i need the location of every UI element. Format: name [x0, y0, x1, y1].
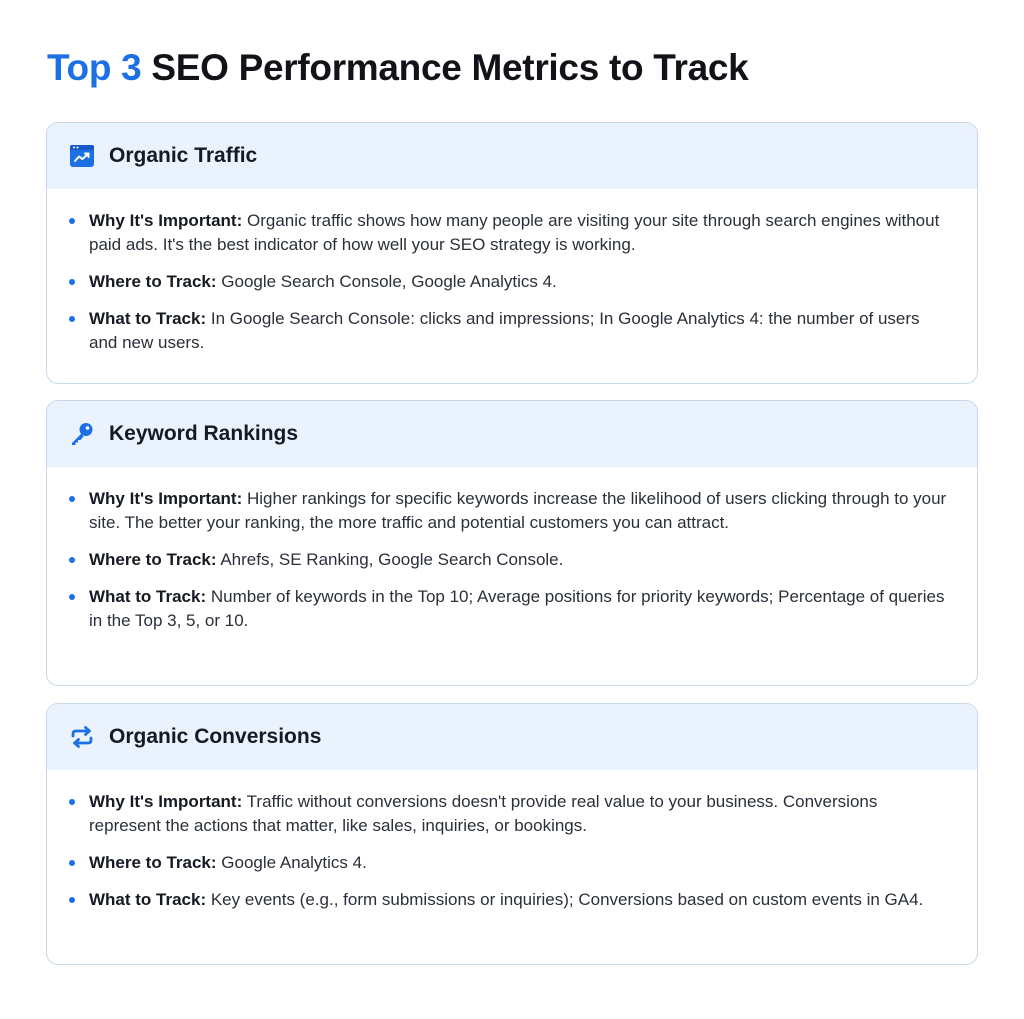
card-organic-traffic [46, 122, 978, 384]
card-body [47, 467, 977, 649]
card-title: Organic Conversions [109, 725, 322, 748]
list-item [69, 307, 947, 355]
bullet [69, 860, 75, 866]
card-header [47, 401, 977, 467]
item-text: Google Analytics 4. [216, 853, 367, 872]
item-label: What to Track: [89, 309, 207, 328]
item-label: Why It's Important: [89, 792, 243, 811]
item-label: What to Track: [89, 587, 207, 606]
list-item [69, 790, 947, 838]
item-label: Where to Track: [89, 853, 217, 872]
bullet [69, 594, 75, 600]
item-label: What to Track: [89, 890, 207, 909]
key-icon [69, 421, 95, 447]
card-body [47, 189, 977, 371]
list-item [69, 851, 947, 875]
item-text: Ahrefs, SE Ranking, Google Search Console. [216, 550, 564, 569]
item-text: Traffic without conversions doesn't provide real value to your business. Conversions represent the actions that matter, like sales, inquiries, or bookings. [89, 792, 878, 835]
list-item [69, 209, 947, 257]
item-label: Where to Track: [89, 272, 217, 291]
bullet [69, 557, 75, 563]
item-label: Why It's Important: [89, 489, 243, 508]
card-organic-conversions [46, 703, 978, 965]
item-text: Higher rankings for specific keywords increase the likelihood of users clicking through to your site. The better your ranking, the more traffic and potential customers you can attract. [89, 489, 947, 532]
list-item [69, 585, 947, 633]
item-text: Key events (e.g., form submissions or inquiries); Conversions based on custom events in GA4. [206, 890, 924, 909]
item-label: Where to Track: [89, 550, 217, 569]
card-keyword-rankings [46, 400, 978, 686]
bullet [69, 316, 75, 322]
list-item [69, 270, 947, 294]
item-text: In Google Search Console: clicks and impressions; In Google Analytics 4: the number of users and new users. [89, 309, 920, 352]
bullet [69, 218, 75, 224]
card-title: Keyword Rankings [109, 422, 299, 445]
item-text: Organic traffic shows how many people are visiting your site through search engines without paid ads. It's the best indicator of how well your SEO strategy is working. [89, 211, 940, 254]
bullet [69, 799, 75, 805]
card-body [47, 770, 977, 928]
trend-chart-icon [69, 143, 95, 169]
page-title [47, 44, 748, 92]
exchange-arrows-icon [69, 724, 95, 750]
bullet [69, 279, 75, 285]
bullet [69, 496, 75, 502]
title-accent: Top 3 [47, 47, 142, 88]
card-header [47, 704, 977, 770]
item-label: Why It's Important: [89, 211, 243, 230]
item-text: Number of keywords in the Top 10; Average positions for priority keywords; Percentage of queries in the Top 3, 5, or 10. [89, 587, 945, 630]
list-item [69, 548, 947, 572]
bullet [69, 897, 75, 903]
card-header [47, 123, 977, 189]
list-item [69, 487, 947, 535]
title-rest: SEO Performance Metrics to Track [151, 47, 749, 88]
list-item [69, 888, 947, 912]
card-title: Organic Traffic [109, 144, 258, 167]
item-text: Google Search Console, Google Analytics 4. [216, 272, 557, 291]
